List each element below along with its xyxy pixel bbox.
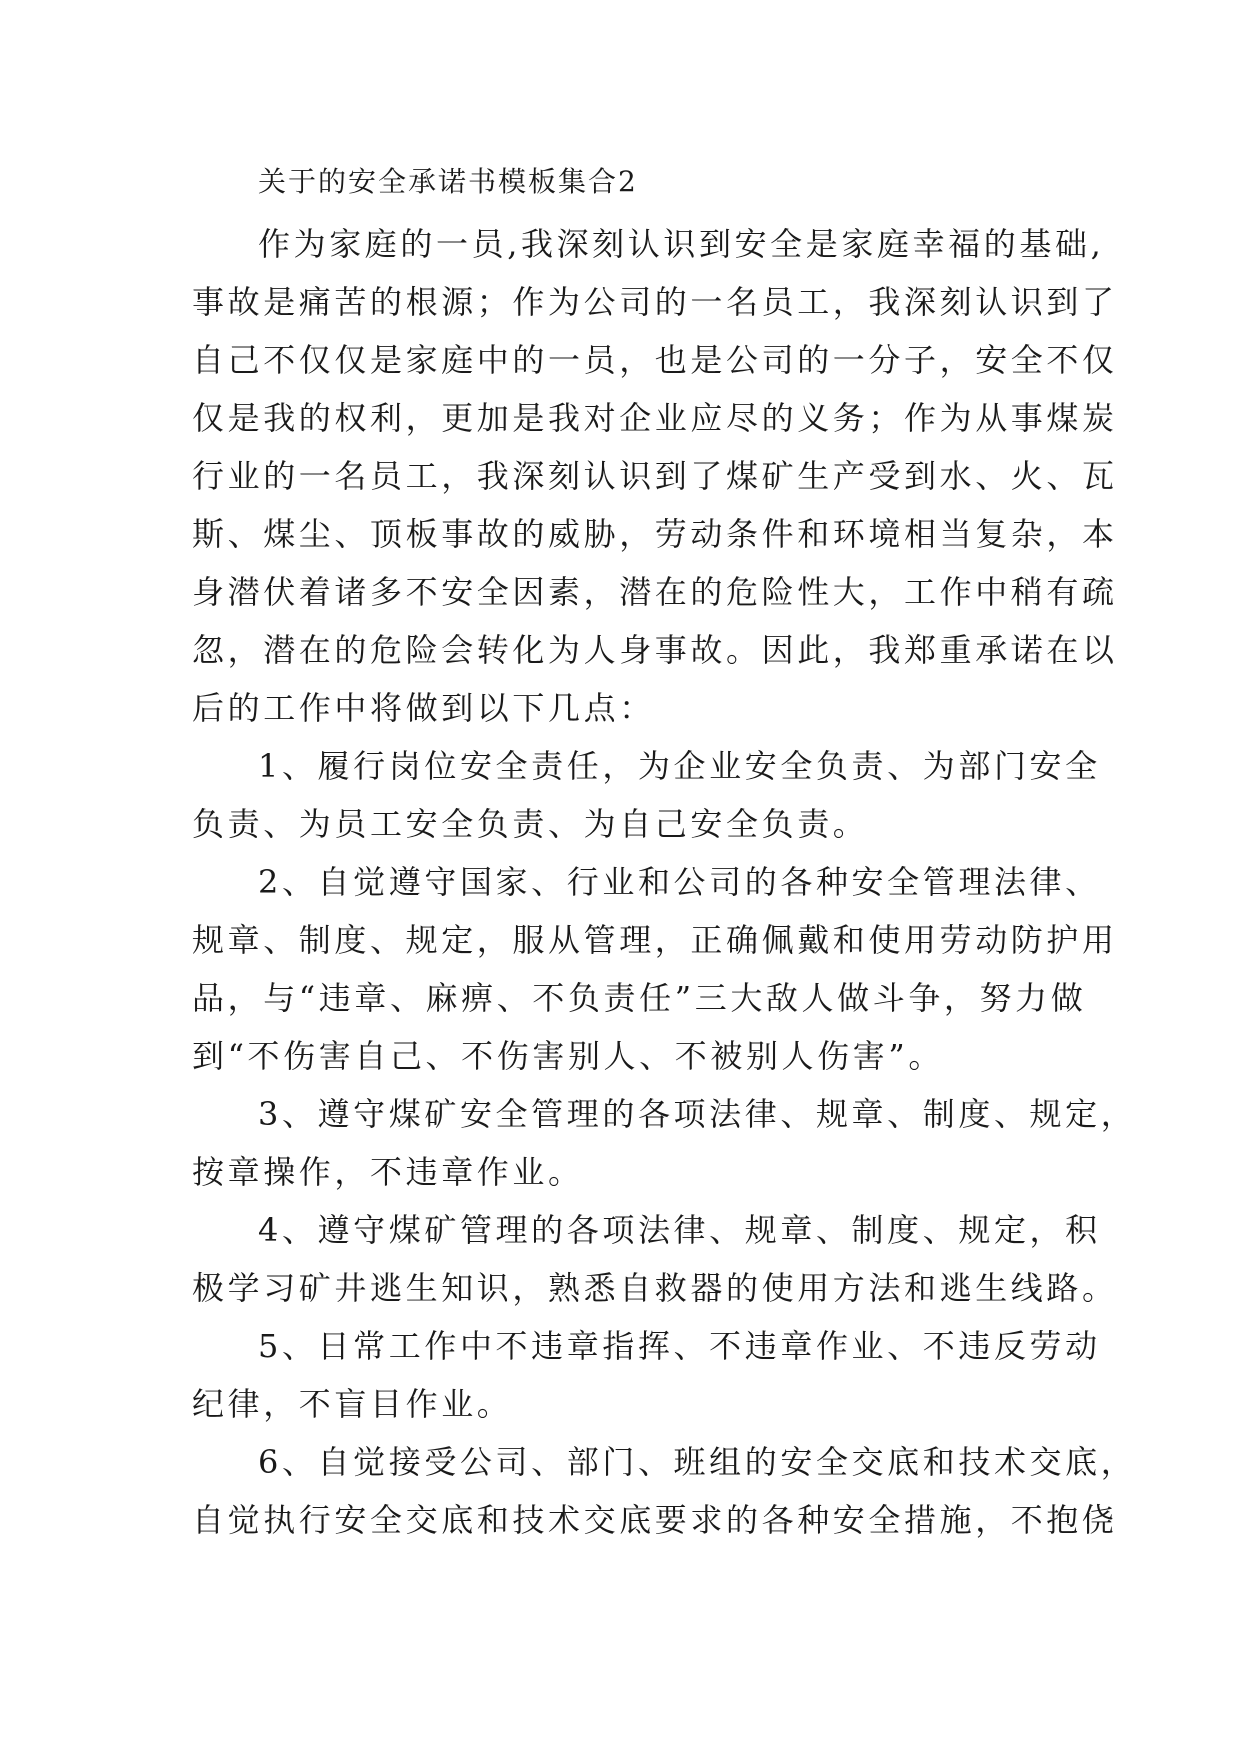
list-item-line: 负责、为员工安全负责、为自己安全负责。 <box>192 805 869 843</box>
list-item-line: 1、履行岗位安全责任，为企业安全负责、为部门安全 <box>258 747 1101 785</box>
list-item-line: 品，与“违章、麻痹、不负责任”三大敌人做斗争，努力做 <box>192 979 1087 1017</box>
list-item-line: 纪律，不盲目作业。 <box>192 1385 513 1423</box>
paragraph-line: 忽，潜在的危险会转化为人身事故。因此，我郑重承诺在以 <box>192 631 1118 669</box>
paragraph-line: 自己不仅仅是家庭中的一员，也是公司的一分子，安全不仅 <box>192 341 1118 379</box>
paragraph-line: 身潜伏着诸多不安全因素，潜在的危险性大，工作中稍有疏 <box>192 573 1118 611</box>
paragraph-line: 后的工作中将做到以下几点： <box>192 689 655 727</box>
list-item-line: 3、遵守煤矿安全管理的各项法律、规章、制度、规定， <box>258 1095 1137 1133</box>
list-item-line: 6、自觉接受公司、部门、班组的安全交底和技术交底， <box>258 1443 1137 1481</box>
paragraph-line: 行业的一名员工，我深刻认识到了煤矿生产受到水、火、瓦 <box>192 457 1118 495</box>
paragraph-line: 仅是我的权利，更加是我对企业应尽的义务；作为从事煤炭 <box>192 399 1118 437</box>
list-item-line: 极学习矿井逃生知识，熟悉自救器的使用方法和逃生线路。 <box>192 1269 1118 1307</box>
paragraph-line: 斯、煤尘、顶板事故的威胁，劳动条件和环境相当复杂，本 <box>192 515 1118 553</box>
list-item-line: 4、遵守煤矿管理的各项法律、规章、制度、规定，积 <box>258 1211 1101 1249</box>
list-item-line: 5、日常工作中不违章指挥、不违章作业、不违反劳动 <box>258 1327 1101 1365</box>
paragraph-line: 作为家庭的一员,我深刻认识到安全是家庭幸福的基础, <box>258 225 1105 263</box>
list-item-line: 规章、制度、规定，服从管理，正确佩戴和使用劳动防护用 <box>192 921 1118 959</box>
document-title: 关于的安全承诺书模板集合2 <box>258 165 638 198</box>
list-item-line: 到“不伤害自己、不伤害别人、不被别人伤害”。 <box>192 1037 944 1075</box>
paragraph-line: 事故是痛苦的根源；作为公司的一名员工，我深刻认识到了 <box>192 283 1118 321</box>
list-item-line: 2、自觉遵守国家、行业和公司的各种安全管理法律、 <box>258 863 1101 901</box>
list-item-line: 按章操作，不违章作业。 <box>192 1153 584 1191</box>
list-item-line: 自觉执行安全交底和技术交底要求的各种安全措施，不抱侥 <box>192 1501 1118 1539</box>
